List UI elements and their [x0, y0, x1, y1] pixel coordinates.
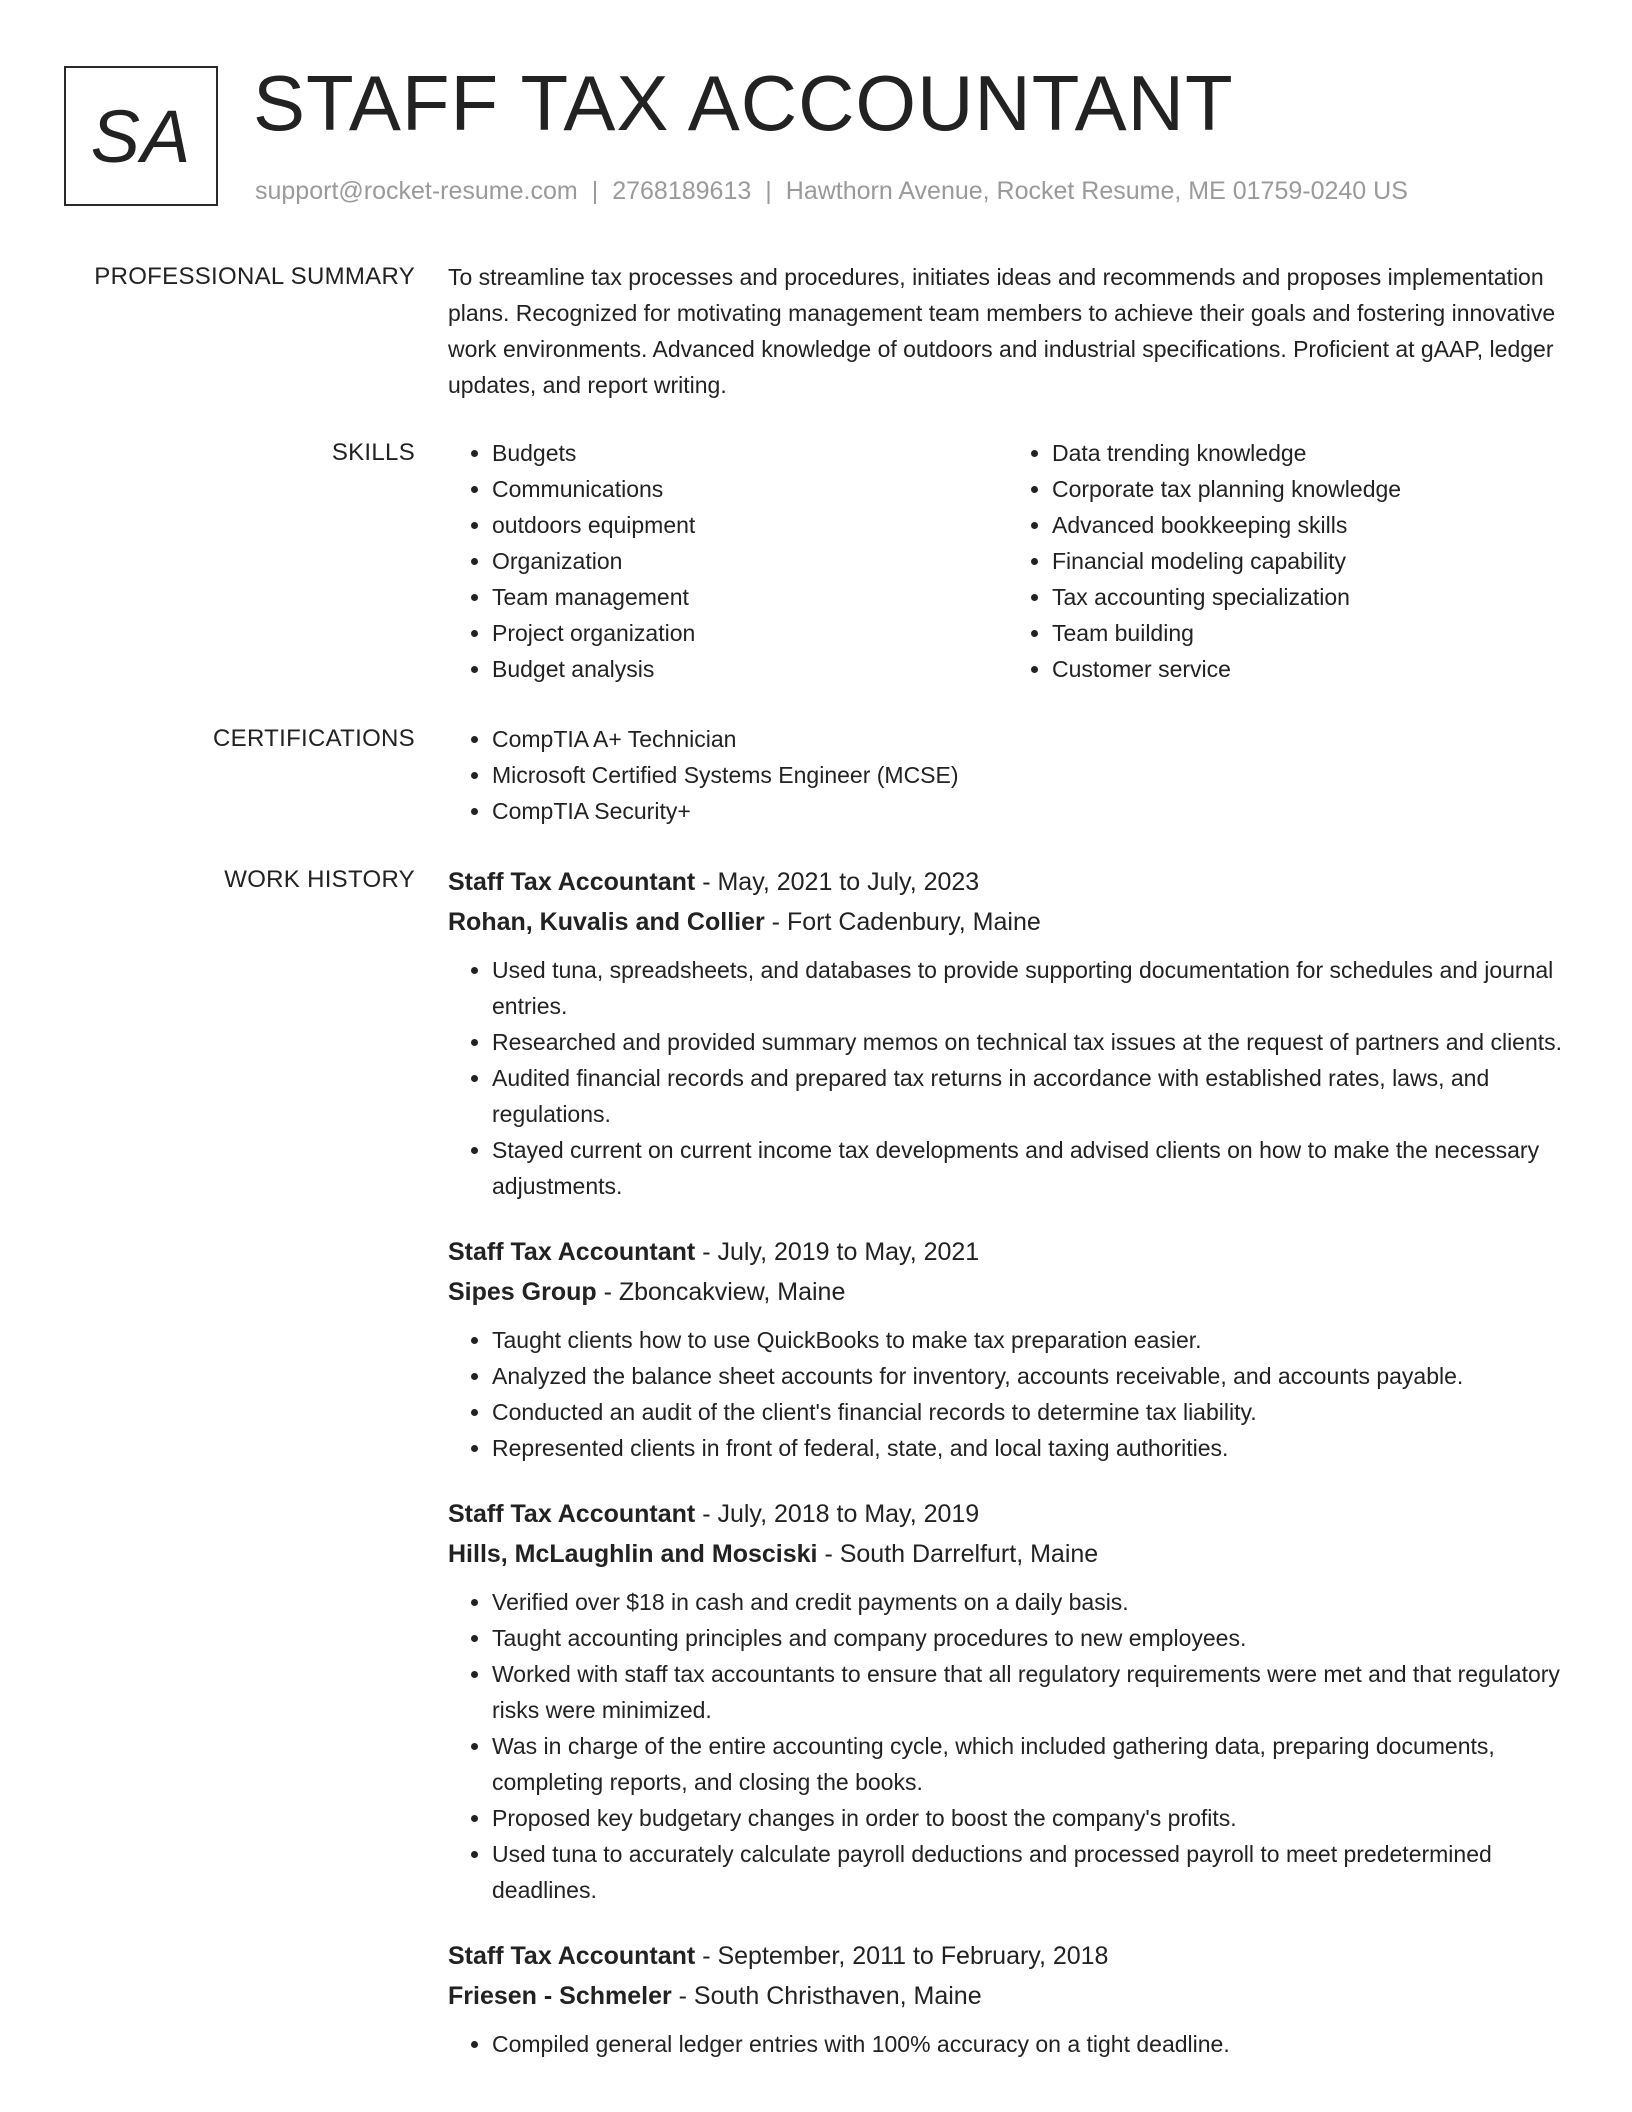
job-location: - South Christhaven, Maine [671, 1982, 982, 2010]
job-duty-item: • Represented clients in front of federal, state, and local taxing authorities. [492, 1430, 1568, 1466]
job-duty-item: • Worked with staff tax accountants to ensure that all regulatory requirements were met and that regulatory risks were minimized. [492, 1656, 1568, 1728]
skill-item: • Budgets [492, 435, 1008, 471]
job-entry [448, 1232, 1568, 1466]
skill-item: • Data trending knowledge [1052, 435, 1568, 471]
job-entry [448, 862, 1568, 1204]
page-title: STAFF TAX ACCOUNTANT [253, 59, 1234, 147]
contact-phone: 2768189613 [612, 177, 752, 205]
job-duty-item: • Researched and provided summary memos on technical tax issues at the request of partners and clients. [492, 1024, 1568, 1060]
skill-item: • Corporate tax planning knowledge [1052, 471, 1568, 507]
job-company-line [448, 1272, 1568, 1312]
job-duty-item: • Taught clients how to use QuickBooks to make tax preparation easier. [492, 1322, 1568, 1358]
job-location: - Zboncakview, Maine [596, 1278, 846, 1306]
work-history-body [448, 862, 1568, 2090]
skill-item: • Tax accounting specialization [1052, 579, 1568, 615]
job-duty-item: • Verified over $18 in cash and credit payments on a daily basis. [492, 1584, 1568, 1620]
job-duty-item: • Compiled general ledger entries with 100% accuracy on a tight deadline. [492, 2026, 1568, 2062]
contact-separator: | [591, 177, 599, 205]
job-title: Staff Tax Accountant [448, 868, 696, 896]
skill-item: • Customer service [1052, 651, 1568, 687]
job-duties-list [448, 2026, 1568, 2062]
certifications-heading: CERTIFICATIONS [213, 725, 415, 752]
job-duties-list [448, 1584, 1568, 1908]
summary-body [448, 259, 1568, 403]
job-duties-list [448, 1322, 1568, 1466]
skill-item: • Team building [1052, 615, 1568, 651]
job-duties-list [448, 952, 1568, 1204]
job-duty-item: • Used tuna to accurately calculate payroll deductions and processed payroll to meet predetermined deadlines. [492, 1836, 1568, 1908]
job-location: - Fort Cadenbury, Maine [764, 908, 1041, 936]
job-title: Staff Tax Accountant [448, 1942, 696, 1970]
job-title-line [448, 1232, 1568, 1272]
summary-text: To streamline tax processes and procedures, initiates ideas and recommends and proposes implementation plans. Recognized for motivating management team members to achieve their goals and fostering innovative work environments. Advanced knowledge of outdoors and industrial specifications. Proficient at gAAP, ledger updates, and report writing. [448, 264, 1556, 398]
skills-body [448, 435, 1568, 687]
skill-item: • Financial modeling capability [1052, 543, 1568, 579]
job-title-line [448, 862, 1568, 902]
job-title-line [448, 1936, 1568, 1976]
skill-item: • Team management [492, 579, 1008, 615]
job-dates: - July, 2019 to May, 2021 [695, 1238, 980, 1266]
skills-heading: SKILLS [331, 439, 415, 466]
job-duty-item: • Was in charge of the entire accounting cycle, which included gathering data, preparing documents, completing reports, and closing the books. [492, 1728, 1568, 1800]
skill-item: • Organization [492, 543, 1008, 579]
skill-item: • Advanced bookkeeping skills [1052, 507, 1568, 543]
job-duty-item: • Proposed key budgetary changes in order to boost the company's profits. [492, 1800, 1568, 1836]
contact-line [255, 174, 1408, 208]
summary-heading: PROFESSIONAL SUMMARY [94, 263, 415, 290]
job-entry [448, 1494, 1568, 1908]
certification-item: • CompTIA Security+ [492, 793, 1568, 829]
job-entry [448, 1936, 1568, 2062]
certification-item: • CompTIA A+ Technician [492, 721, 1568, 757]
contact-address: Hawthorn Avenue, Rocket Resume, ME 01759-0240 US [785, 177, 1408, 205]
contact-separator: | [765, 177, 772, 205]
skill-item: • outdoors equipment [492, 507, 1008, 543]
skills-list-left [448, 435, 1008, 687]
job-duty-item: • Stayed current on current income tax developments and advised clients on how to make the necessary adjustments. [492, 1132, 1568, 1204]
job-duty-item: • Taught accounting principles and company procedures to new employees. [492, 1620, 1568, 1656]
job-duty-item: • Conducted an audit of the client's financial records to determine tax liability. [492, 1394, 1568, 1430]
job-company: Friesen - Schmeler [448, 1982, 672, 2010]
certification-item: • Microsoft Certified Systems Engineer (MCSE) [492, 757, 1568, 793]
job-duty-item: • Analyzed the balance sheet accounts for inventory, accounts receivable, and accounts payable. [492, 1358, 1568, 1394]
skill-item: • Budget analysis [492, 651, 1008, 687]
job-dates: - July, 2018 to May, 2019 [695, 1500, 980, 1528]
job-company: Sipes Group [448, 1278, 597, 1306]
job-company-line [448, 1534, 1568, 1574]
skills-list-right [1008, 435, 1568, 687]
job-dates: - September, 2011 to February, 2018 [695, 1942, 1109, 1970]
job-company-line [448, 902, 1568, 942]
job-company-line [448, 1976, 1568, 2016]
job-company: Hills, McLaughlin and Mosciski [448, 1540, 818, 1568]
job-company: Rohan, Kuvalis and Collier [448, 908, 765, 936]
job-title-line [448, 1494, 1568, 1534]
certifications-body [448, 721, 1568, 829]
job-title: Staff Tax Accountant [448, 1500, 696, 1528]
skill-item: • Communications [492, 471, 1008, 507]
job-duty-item: • Used tuna, spreadsheets, and databases to provide supporting documentation for schedules and journal entries. [492, 952, 1568, 1024]
work-history-heading: WORK HISTORY [224, 866, 415, 893]
certifications-list [448, 721, 1568, 829]
monogram-badge: SA [64, 66, 218, 206]
job-duty-item: • Audited financial records and prepared tax returns in accordance with established rates, laws, and regulations. [492, 1060, 1568, 1132]
skill-item: • Project organization [492, 615, 1008, 651]
job-title: Staff Tax Accountant [448, 1238, 696, 1266]
job-location: - South Darrelfurt, Maine [817, 1540, 1099, 1568]
contact-email: support@rocket-resume.com [255, 177, 578, 205]
job-dates: - May, 2021 to July, 2023 [695, 868, 980, 896]
